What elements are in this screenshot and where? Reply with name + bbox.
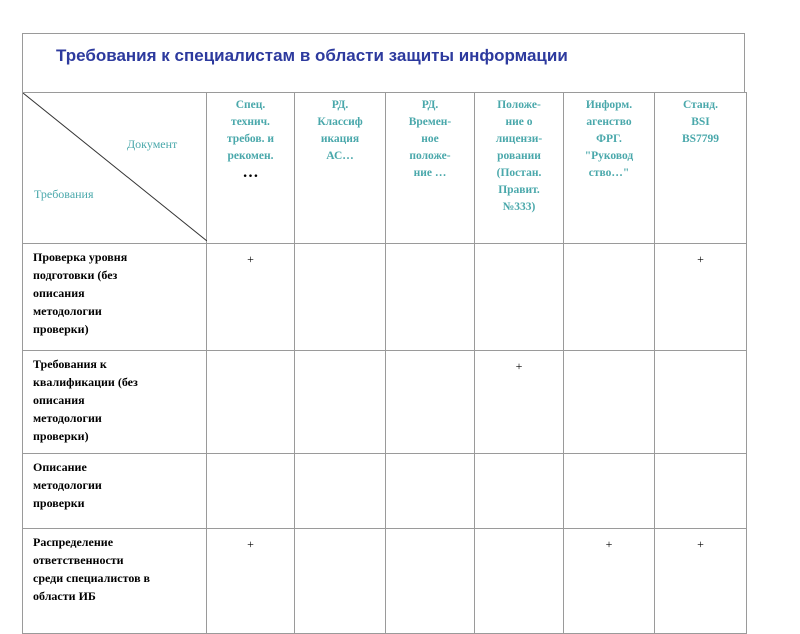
column-header-line: ние о <box>505 116 533 128</box>
row-label-line: квалификации (без <box>33 375 138 389</box>
empty-cell <box>386 454 475 529</box>
header-row <box>23 93 747 244</box>
plus-mark-cell: + <box>475 351 564 454</box>
row-label-line: области ИБ <box>33 589 96 603</box>
corner-header-cell <box>23 93 207 244</box>
table-row <box>23 351 747 454</box>
row-label-line: подготовки (без <box>33 268 118 282</box>
column-header-line: ство…" <box>588 167 630 179</box>
column-header-line: лицензи- <box>495 133 543 145</box>
row-label-line: методологии <box>33 478 102 492</box>
empty-cell <box>564 244 655 351</box>
plus-mark-cell: + <box>564 529 655 634</box>
row-label-cell <box>23 244 207 351</box>
corner-label-document: Документ <box>127 137 178 151</box>
empty-cell <box>295 244 386 351</box>
column-header-line: Классиф <box>317 116 363 128</box>
column-header-line: Спец. <box>235 99 266 111</box>
column-header-line: Правит. <box>498 184 540 196</box>
column-header <box>655 93 747 244</box>
plus-mark-cell: + <box>207 529 295 634</box>
empty-cell <box>655 454 747 529</box>
row-label-line: Проверка уровня <box>33 250 128 264</box>
column-header-line: РД. <box>331 99 349 111</box>
page-title: Требования к специалистам в области защиты информации <box>56 46 568 65</box>
plus-mark-cell: + <box>655 244 747 351</box>
table-row <box>23 244 747 351</box>
row-label-line: описания <box>33 393 85 407</box>
column-header <box>475 93 564 244</box>
requirements-table <box>22 92 747 634</box>
column-header-line: агенство <box>586 116 632 128</box>
column-header-line: положе- <box>409 150 451 162</box>
plus-mark-cell: + <box>207 244 295 351</box>
column-header-line: требов. и <box>227 133 274 145</box>
column-header-ellipsis: … <box>242 164 259 181</box>
row-label-line: проверки) <box>33 322 89 336</box>
column-header <box>386 93 475 244</box>
row-label-line: Требования к <box>33 357 107 371</box>
column-header-line: "Руковод <box>584 150 634 162</box>
column-header-line: Информ. <box>585 99 633 111</box>
row-label-line: методологии <box>33 304 102 318</box>
row-label-line: ответственности <box>33 553 124 567</box>
row-label-cell <box>23 351 207 454</box>
column-header-line: (Постан. <box>496 167 542 179</box>
empty-cell <box>475 529 564 634</box>
column-header-line: Положе- <box>497 99 541 111</box>
column-header-line: РД. <box>421 99 439 111</box>
column-header-line: BS7799 <box>681 133 720 145</box>
empty-cell <box>295 454 386 529</box>
empty-cell <box>475 454 564 529</box>
empty-cell <box>564 351 655 454</box>
row-label-line: проверки) <box>33 429 89 443</box>
empty-cell <box>295 529 386 634</box>
table-row <box>23 454 747 529</box>
empty-cell <box>207 454 295 529</box>
column-header <box>207 93 295 244</box>
empty-cell <box>386 244 475 351</box>
empty-cell <box>655 351 747 454</box>
column-header-line: BSI <box>691 116 710 128</box>
empty-cell <box>386 529 475 634</box>
row-label-line: Распределение <box>33 535 114 549</box>
column-header-line: рекомен. <box>227 150 274 162</box>
row-label-line: среди специалистов в <box>33 571 151 585</box>
row-label-line: Описание <box>33 460 87 474</box>
column-header-line: икация <box>320 133 360 145</box>
empty-cell <box>475 244 564 351</box>
column-header-line: технич. <box>231 116 270 128</box>
corner-label-requirements: Требования <box>34 187 94 201</box>
row-label-line: описания <box>33 286 85 300</box>
row-label-cell <box>23 529 207 634</box>
empty-cell <box>207 351 295 454</box>
column-header <box>295 93 386 244</box>
empty-cell <box>564 454 655 529</box>
column-header-line: ние … <box>413 167 447 179</box>
column-header-line: ровании <box>497 150 541 162</box>
row-label-line: проверки <box>33 496 85 510</box>
diagonal-divider <box>23 93 207 241</box>
plus-mark-cell: + <box>655 529 747 634</box>
column-header-line: Времен- <box>408 116 452 128</box>
empty-cell <box>295 351 386 454</box>
row-label-cell <box>23 454 207 529</box>
column-header-line: №333) <box>502 201 536 213</box>
empty-cell <box>386 351 475 454</box>
table-row <box>23 529 747 634</box>
title-box <box>22 33 745 92</box>
column-header-line: Станд. <box>682 99 718 111</box>
row-label-line: методологии <box>33 411 102 425</box>
column-header-line: ФРГ. <box>596 133 622 145</box>
column-header <box>564 93 655 244</box>
column-header-line: АС… <box>326 150 354 162</box>
column-header-line: ное <box>421 133 439 145</box>
